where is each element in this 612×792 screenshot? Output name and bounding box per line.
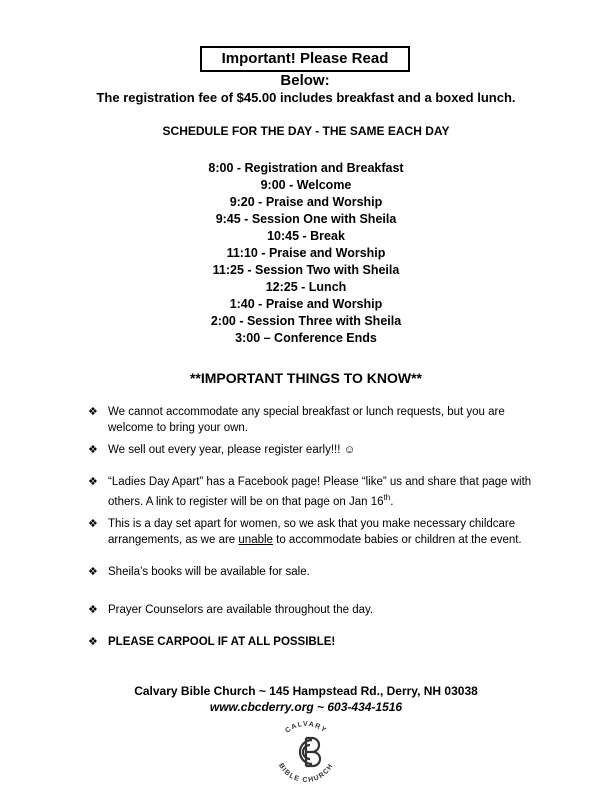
schedule-item: 11:10 - Praise and Worship (226, 246, 386, 260)
list-item (88, 602, 548, 634)
list-item-text: Sheila’s books will be available for sale. (108, 566, 310, 578)
list-item-text: We sell out every year, please register early!!! ☺ (108, 444, 356, 456)
logo-bottom-text: BIBLE CHURCH (276, 762, 336, 785)
list-item (88, 474, 548, 516)
schedule-item: 9:45 - Session One with Sheila (215, 212, 397, 226)
schedule-item: 3:00 – Conference Ends (235, 331, 377, 345)
logo-monogram (300, 738, 320, 766)
list-item (88, 516, 548, 564)
diamond-bullet-icon: ❖ (88, 636, 98, 648)
schedule-item: 8:00 - Registration and Breakfast (208, 161, 404, 175)
schedule-item: 11:25 - Session Two with Sheila (212, 263, 400, 277)
church-address: Calvary Bible Church ~ 145 Hampstead Rd., Derry, NH 03038 (134, 684, 478, 698)
list-item-text-end: . (390, 495, 394, 508)
list-item (88, 404, 548, 442)
list-item (88, 564, 548, 602)
list-item (88, 634, 548, 650)
diamond-bullet-icon: ❖ (88, 566, 98, 578)
ordinal-suffix: th (383, 493, 391, 502)
diamond-bullet-icon: ❖ (88, 444, 98, 456)
schedule-item: 12:25 - Lunch (265, 280, 347, 294)
church-logo (266, 718, 346, 786)
monogram-b (306, 738, 320, 766)
diamond-bullet-icon: ❖ (88, 476, 98, 488)
list-item (88, 442, 548, 474)
list-item-text: “Ladies Day Apart” has a Facebook page! Please “like” us and share that page with others. A link to register will be on that page on Jan 16 (108, 476, 532, 508)
schedule-title: SCHEDULE FOR THE DAY - THE SAME EACH DAY (162, 124, 450, 138)
diamond-bullet-icon: ❖ (88, 518, 98, 530)
schedule-item: 9:00 - Welcome (260, 178, 352, 192)
schedule-list (0, 160, 612, 347)
schedule-item: 9:20 - Praise and Worship (229, 195, 383, 209)
diamond-bullet-icon: ❖ (88, 406, 98, 418)
diamond-bullet-icon: ❖ (88, 604, 98, 616)
important-things-title: **IMPORTANT THINGS TO KNOW** (189, 370, 423, 386)
list-item-text: We cannot accommodate any special breakfast or lunch requests, but you are welcome to bring your own. (108, 406, 505, 434)
list-item-text: Prayer Counselors are available throughout the day. (108, 604, 374, 616)
underlined-word: unable (238, 534, 273, 546)
list-item-text-end: to accommodate babies or children at the event. (272, 534, 522, 546)
schedule-item: 1:40 - Praise and Worship (229, 297, 383, 311)
registration-fee-text: The registration fee of $45.00 includes breakfast and a boxed lunch. (96, 90, 516, 105)
important-list (88, 404, 548, 650)
list-item-text: This is a day set apart for women, so we ask that you make necessary childcare arrangements, as we are (108, 518, 516, 546)
church-contact: www.cbcderry.org ~ 603-434-1516 (209, 700, 403, 714)
page-title: Important! Please Read Below: (200, 46, 410, 72)
list-item-text: PLEASE CARPOOL IF AT ALL POSSIBLE! (108, 636, 336, 648)
schedule-item: 10:45 - Break (267, 229, 345, 243)
logo-top-text: CALVARY (284, 720, 328, 735)
schedule-item: 2:00 - Session Three with Sheila (210, 314, 402, 328)
